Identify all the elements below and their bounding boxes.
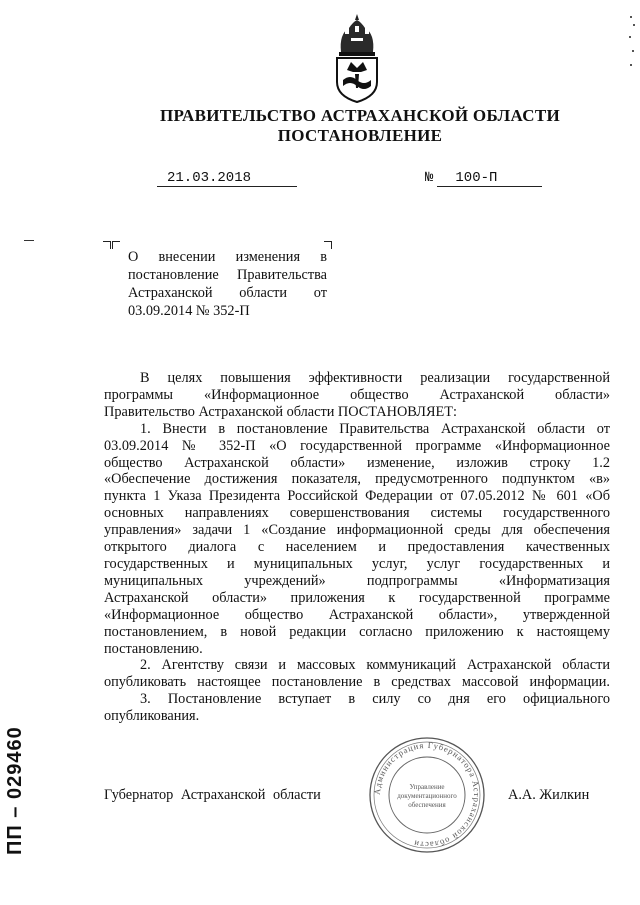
body-line: постановлением, в новой редакции согласно приложению к настоящему [104,623,610,640]
document-type-title: ПОСТАНОВЛЕНИЕ [277,126,443,145]
body-line: общество Астраханской области» изменение, изложив строку 1.2 [104,454,610,471]
body-line: опубликования. [104,708,200,725]
subject-bracket-left-outer [103,241,111,249]
document-number-field [425,170,542,187]
body-line: постановлению. [104,640,203,657]
stamp-center-line: документационного [397,792,457,800]
body-line: открытого диалога с населением и предоставления качественных [104,539,610,556]
subject-line: постановление Правительства [128,267,327,283]
stamp-center-line: обеспечения [408,801,446,809]
body-line: В целях повышения эффективности реализации государственной [140,370,610,386]
number-sign: № [425,170,434,186]
body-line: основных направлениях совершенствования системы государственного [104,505,610,522]
document-body [104,370,610,725]
body-line: «Информационное общество Астраханской области», утвержденной [104,606,610,623]
body-line: муниципальных учреждений» подпрограммы «Информатизация [104,572,610,589]
scan-speckle [628,14,636,74]
body-line: Правительство Астраханской области ПОСТАНОВЛЯЕТ: [104,403,457,420]
body-line: опубликовать настоящее постановление в средствах массовой информации. [104,674,610,691]
stamp-ring-text: Администрация Губернатора Астраханской области [371,739,483,851]
body-line: 3. Постановление вступает в силу со дня его официального [140,691,610,708]
subject-line: 03.09.2014 № 352-П [128,303,250,319]
signatory-name: А.А. Жилкин [508,787,590,803]
document-subject [128,248,327,320]
organization-title: ПРАВИТЕЛЬСТВО АСТРАХАНСКОЙ ОБЛАСТИ [160,106,560,125]
coat-of-arms-emblem [325,12,389,104]
body-line: Астраханской области» приложения к государственной программе [104,589,610,606]
body-line: управления» задачи 1 «Создание информационной среды для обеспечения [104,522,610,539]
body-line: 1. Внести в постановление Правительства Астраханской области от [140,420,610,437]
margin-serial-number: ПП – 029460 [4,726,26,855]
official-stamp [367,735,487,855]
document-number: 100-П [437,170,542,187]
margin-mark [24,240,34,241]
body-line: государственных и муниципальных услуг, услуг государственных и [104,555,610,572]
signatory-title: Губернатор Астраханской области [104,787,321,803]
body-line: программы «Информационное общество Астраханской области» [104,386,610,403]
subject-line: Астраханской области от [128,285,327,301]
body-line: 03.09.2014 № 352-П «О государственной программе «Информационное [104,437,610,454]
body-line: 2. Агентству связи и массовых коммуникаций Астраханской области [140,657,610,674]
subject-line: О внесении изменения в [128,249,327,265]
body-line: «Обеспечение достижения показателя, предусмотренного подпунктом «в» [104,471,610,488]
subject-bracket-left [112,241,120,249]
stamp-center-line: Управление [409,783,445,791]
document-date: 21.03.2018 [157,170,297,187]
body-line: пункта 1 Указа Президента Российской Федерации от 07.05.2012 № 601 «Об [104,488,610,505]
